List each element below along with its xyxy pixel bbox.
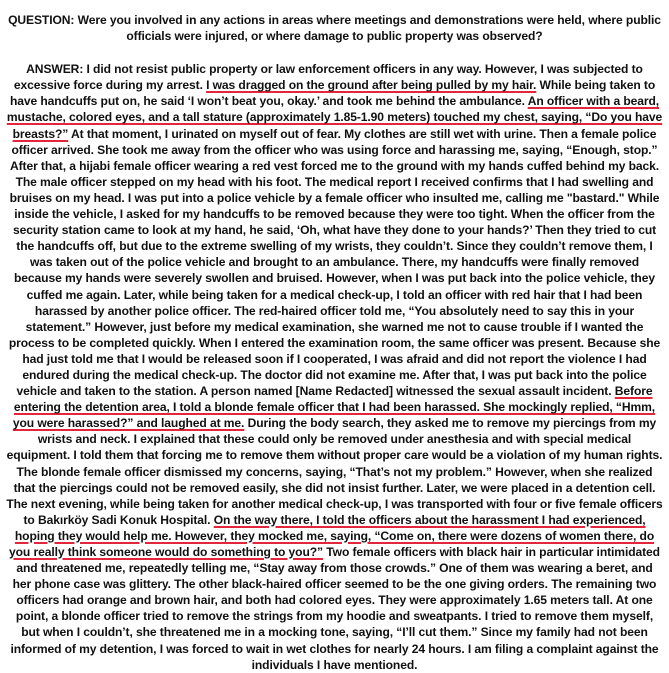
question-paragraph: QUESTION: Were you involved in any actions in areas where meetings and demonstrations were held, where public officials were injured, or where damage to public property was observed?	[8, 13, 661, 44]
answer-text-2: While being taken to have handcuffs put on, he said ‘I won’t beat you, okay.’ and took me behind the ambulance.	[9, 78, 656, 109]
highlighted-text-1: I was dragged on the ground after being pulled by my hair.	[206, 78, 537, 93]
answer-text-3: At that moment, I urinated on myself out of fear. My clothes are still wet with urine. Then a female police officer arrived. She took me away from the officer who was using force and harassing me, saying, “Enough, stop.” After that, a hijabi female officer wearing a red vest forced me to the ground with my hands cuffed behind my back. The male officer stepped on my head with his foot. The medical report I received confirms that I had swelling and bruises on my head. I was put into a police vehicle by a female officer who insulted me, calling me "bastard." While inside the vehicle, I asked for my handcuffs to be removed because they were too tight. When the officer from the security station came to look at my hand, he said, ‘Oh, what have they done to your hands?’ Then they tried to cut the handcuffs off, but due to the extreme swelling of my wrists, they couldn’t. Since they couldn’t remove them, I was taken out of the police vehicle and brought to an ambulance. There, my handcuffs were finally removed because my hands were severely swollen and bruised. However, when I was put back into the police vehicle, they cuffed me again. Later, while being taken for a medical check-up, I told an officer with red hair that I had been harassed by another police officer. The red-haired officer told me, “You absolutely need to say this in your statement.” However, just before my medical examination, she warned me not to cause trouble if I wanted the process to be completed quickly. When I entered the examination room, the same officer was present. Because she had just told me that I would be released soon if I cooperated, I was afraid and did not report the violence I had endured during the medical check-up. The doctor did not examine me. After that, I was put back into the police vehicle and taken to the station. A person named [Name Redacted] witnessed the sexual assault incident.	[8, 126, 661, 399]
answer-text-1: ANSWER: I did not resist public property or law enforcement officers in any way. However, I was subjected to excessive force during my arrest.	[13, 62, 643, 93]
answer-paragraph	[6, 61, 663, 673]
answer-text-5: Two female officers with black hair in particular intimidated and threatened me, repeatedly telling me, “Stay away from those crowds.” One of them was wearing a beret, and her phone case was glittery. The other black-haired officer seemed to be the one giving orders. The remaining two officers had orange and brown hair, and both had colored eyes. They were approximately 1.65 meters tall. At one point, a blonde officer tried to remove the strings from my hoodie and sweatpants. I tried to remove them myself, but when I couldn’t, she threatened me in a mocking tone, saying, “I’ll cut them.” Since my family had not been informed of my detention, I was forced to wait in wet clothes for nearly 24 hours. I am filing a complaint against the individuals I have mentioned.	[10, 545, 660, 672]
highlighted-text-4: On the way there, I told the officers about the harassment I had experienced, hoping they would help me. However, they mocked me, saying, “Come on, there were dozens of women there, do you really think someone would do something to you?”	[9, 512, 655, 559]
answer-text-4: During the body search, they asked me to remove my piercings from my wrists and neck. I explained that these could only be removed under anesthesia and with special medical equipment. I told them that forcing me to remove them without proper care would be a violation of my human rights. The blonde female officer dismissed my concerns, saying, “That’s not my problem.” However, when she realized that the piercings could not be removed easily, she did not insist further. Later, we were placed in a detention cell. The next evening, while being taken for another medical check-up, I was transported with four or five female officers to Bakırköy Sadi Konuk Hospital.	[6, 416, 663, 527]
statement-document	[6, 12, 663, 673]
highlighted-text-3: Before entering the detention area, I told a blonde female officer that I had been harassed. She mockingly replied, “Hmm, you were harassed?” and laughed at me.	[12, 384, 656, 431]
highlighted-text-2: An officer with a beard, mustache, colored eyes, and a tall stature (approximately 1.85-1.90 meters) touched my chest, saying, “Do you have breasts?”	[6, 94, 663, 141]
